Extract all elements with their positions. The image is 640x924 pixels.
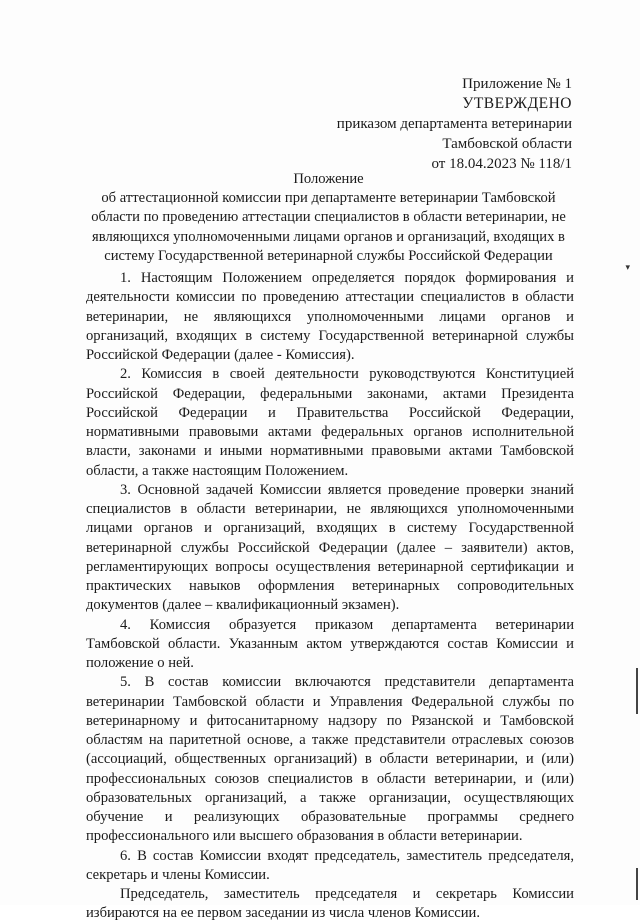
order-date-number: от 18.04.2023 № 118/1 bbox=[431, 156, 572, 172]
approved-label: УТВЕРЖДЕНО bbox=[462, 95, 572, 112]
paragraph: 5. В состав комиссии включаются представители департамента ветеринарии Тамбовской области и Управления Федеральной службы по ветеринарному и фитосанитарному надзору по Рязанской и Тамбовской областям на паритетной основе, а также представители отраслевых союзов (ассоциаций, общественных организаций) в области ветеринарии, и (или) профессиональных союзов специалистов в области ветеринарии, и (или) образовательных организаций, а также организации, осуществляющих обучение и реализующих образовательные программы среднего профессионального или высшего образования в области ветеринарии. bbox=[86, 674, 574, 845]
scan-mark: ▾ bbox=[625, 262, 630, 272]
paragraph: 1. Настоящим Положением определяется порядок формирования и деятельности комиссии по проведению аттестации специалистов в области ветеринарии, не являющихся уполномоченными лицами органов и организаций, входящих в систему Государственной ветеринарной службы Российской Федерации (далее - Комиссия). bbox=[86, 270, 574, 363]
document-title-block bbox=[86, 170, 571, 266]
paragraph: Председатель, заместитель председателя и секретарь Комиссии избираются на ее первом заседании из числа членов Комиссии. bbox=[86, 886, 574, 922]
paragraph: 2. Комиссия в своей деятельности руководствуются Конституцией Российской Федерации, федеральными законами, актами Президента Российской Федерации и Правительства Российской Федерации, нормативными правовыми актами федеральных органов исполнительной власти, законами и иными нормативными правовыми актами Тамбовской области, а также настоящим Положением. bbox=[86, 366, 574, 479]
approval-stamp-block bbox=[337, 74, 572, 174]
document-body bbox=[86, 269, 574, 924]
document-heading: Положение bbox=[293, 171, 364, 187]
paragraph: 6. В состав Комиссии входят председатель, заместитель председателя, секретарь и члены Комиссии. bbox=[86, 847, 574, 883]
order-line-2: Тамбовской области bbox=[442, 136, 572, 152]
appendix-number: Приложение № 1 bbox=[462, 76, 572, 92]
scan-edge-artifact bbox=[636, 668, 638, 714]
paragraph: 3. Основной задачей Комиссии является проведение проверки знаний специалистов в области ветеринарии, не являющихся уполномоченными лицами органов и организаций, входящих в систему Государственной ветеринарной службы Российской Федерации (далее – заявители) актов, регламентирующих вопросы осуществления ветеринарной сертификации и практических навыков оформления ветеринарных сопроводительных документов (далее – квалификационный экзамен). bbox=[86, 481, 574, 614]
scan-edge-artifact bbox=[636, 868, 638, 900]
paragraph: 4. Комиссия образуется приказом департамента ветеринарии Тамбовской области. Указанным актом утверждаются состав Комиссии и положение о ней. bbox=[86, 616, 574, 671]
document-subtitle: об аттестационной комиссии при департаменте ветеринарии Тамбовской области по проведению аттестации специалистов в области ветеринарии, не являющихся уполномоченными лицами органов и организаций, входящих в систему Государственной ветеринарной службы Российской Федерации bbox=[91, 190, 566, 264]
order-line-1: приказом департамента ветеринарии bbox=[336, 116, 572, 132]
